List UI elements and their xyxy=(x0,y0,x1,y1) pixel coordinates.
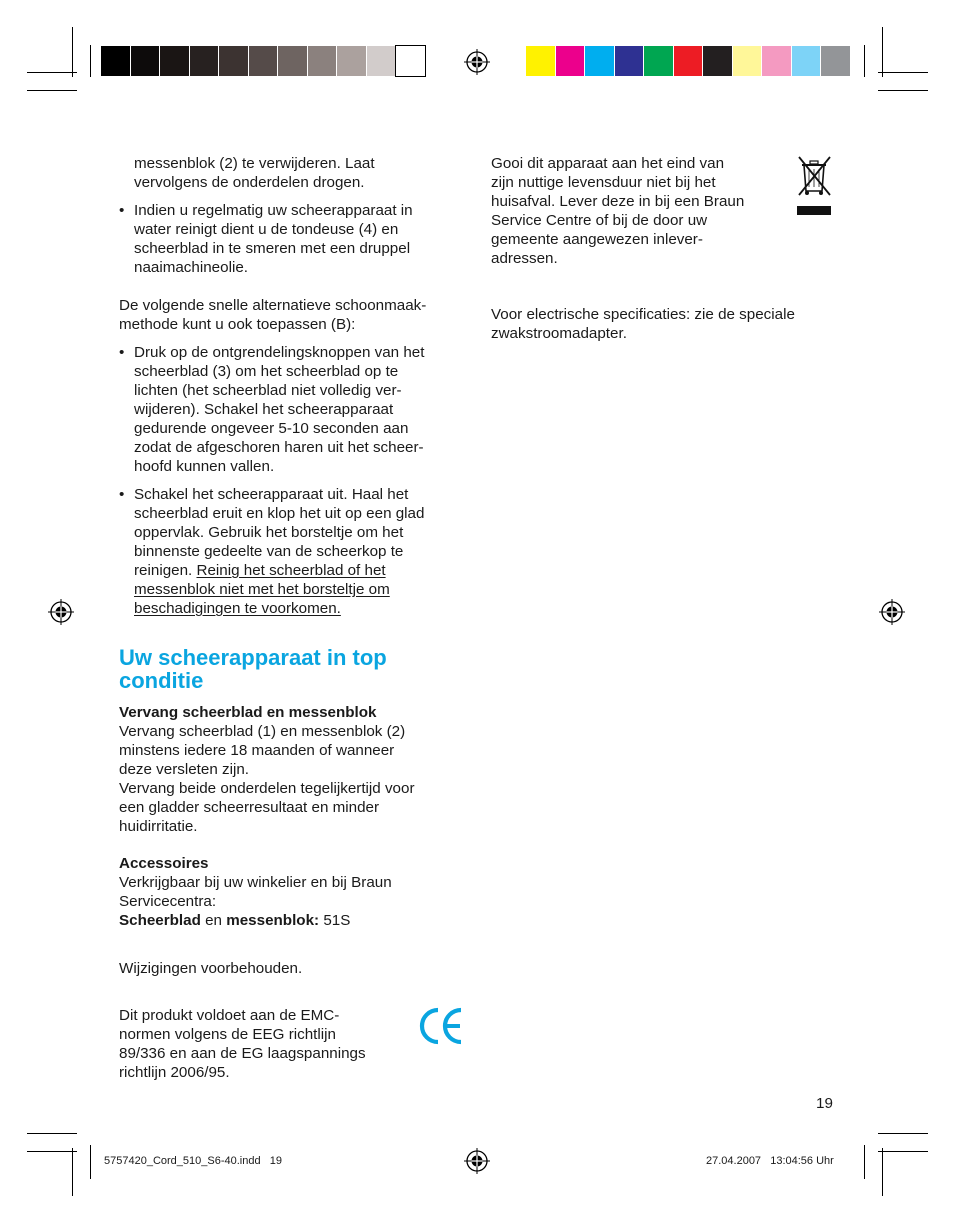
color-swatch xyxy=(396,46,425,76)
color-swatch xyxy=(674,46,703,76)
color-swatch xyxy=(160,46,189,76)
color-swatch xyxy=(615,46,644,76)
paragraph-continued: messenblok (2) te verwijderen. Laat vervolgens de onderdelen drogen. xyxy=(134,155,375,191)
changes-note: Wijzigingen voorbehouden. xyxy=(119,960,303,977)
color-swatch xyxy=(792,46,821,76)
color-swatch xyxy=(278,46,307,76)
color-swatch xyxy=(308,46,337,76)
footer-filename: 5757420_Cord_510_S6-40.indd 19 xyxy=(104,1155,282,1167)
color-swatch xyxy=(585,46,614,76)
crossed-bin-icon xyxy=(792,155,836,217)
accessories-section: Accessoires Verkrijgbaar bij uw winkelier en bij Braun Servicecentra: Scheerblad en messenblok: 51S xyxy=(119,855,392,929)
color-swatch xyxy=(190,46,219,76)
warning-underlined: Reinig het scheerblad of het xyxy=(196,562,386,579)
color-swatch xyxy=(733,46,762,76)
color-swatch xyxy=(131,46,160,76)
ce-mark-icon xyxy=(418,1007,464,1045)
registration-target-icon xyxy=(879,599,905,625)
color-swatch xyxy=(337,46,366,76)
electrical-spec-note: Voor electrische specificaties: zie de speciale zwakstroomadapter. xyxy=(491,306,795,342)
color-swatch xyxy=(762,46,791,76)
list-item: • Indien u regelmatig uw scheerapparaat in water reinigt dient u de tondeuse (4) en scheerblad in te smeren met een druppel naaimachineolie. xyxy=(119,202,413,276)
color-swatch xyxy=(219,46,248,76)
paragraph-alternative-method: De volgende snelle alternatieve schoonmaak- methode kunt u ook toepassen (B): xyxy=(119,297,427,333)
registration-target-icon xyxy=(48,599,74,625)
registration-target-icon xyxy=(464,49,490,75)
list-item: • Druk op de ontgrendelingsknoppen van het scheerblad (3) om het scheerblad op te lichten (het scheerblad niet volledig ver- wijderen). Schakel het scheerapparaat gedurende ongeveer 5-10 seconden aan zodat de afgeschoren haren uit het scheer- hoofd kunnen vallen. xyxy=(119,344,425,475)
color-swatch xyxy=(556,46,585,76)
subheading: Vervang scheerblad en messenblok xyxy=(119,704,377,721)
subheading: Accessoires xyxy=(119,855,209,872)
disposal-notice: Gooi dit apparaat aan het eind van zijn nuttige levensduur niet bij het huisafval. Lever deze in bij een Braun Service Centre of bij de door uw gemeente aangewezen inlever- adressen. xyxy=(491,155,745,267)
registration-target-icon xyxy=(464,1148,490,1174)
color-swatch xyxy=(703,46,732,76)
color-swatch xyxy=(367,46,396,76)
replace-section: Vervang scheerblad en messenblok Vervang scheerblad (1) en messenblok (2) minstens iedere 18 maanden of wanneer deze versleten zijn. Vervang beide onderdelen tegelijkertijd voor een gladder scheerresultaat en minder huidirritatie. xyxy=(119,704,415,835)
list-item: • Schakel het scheerapparaat uit. Haal het scheerblad eruit en klop het uit op een glad oppervlak. Gebruik het borsteltje om het binnenste gedeelte van de scheerkop te reinigen. Reinig het scheerblad of het messenblok niet met het borsteltje om beschadigingen te voorkomen. xyxy=(119,486,425,617)
color-swatch xyxy=(644,46,673,76)
emc-statement: Dit produkt voldoet aan de EMC- normen volgens de EEG richtlijn 89/336 en aan de EG laagspannings richtlijn 2006/95. xyxy=(119,1007,366,1081)
page-number: 19 xyxy=(816,1095,833,1112)
color-swatch xyxy=(249,46,278,76)
color-swatch xyxy=(821,46,850,76)
color-swatch xyxy=(101,46,130,76)
section-heading: Uw scheerapparaat in top conditie xyxy=(119,645,387,693)
footer-datetime: 27.04.2007 13:04:56 Uhr xyxy=(706,1155,834,1167)
color-swatch xyxy=(526,46,555,76)
